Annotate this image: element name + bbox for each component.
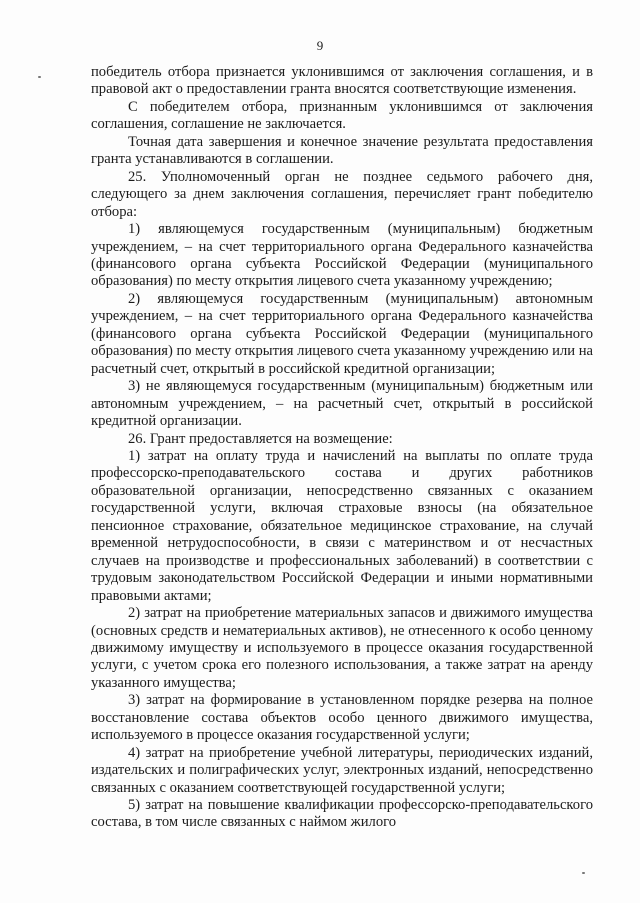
clause-25-item-1: 1) являющемуся государственным (муниципальным) бюджетным учреждением, – на счет территориального органа Федерального казначейства (финансового органа субъекта Российской Федерации (муниципального образования) по месту открытия лицевого счета указанному учреждению; [91, 221, 593, 290]
clause-26-item-5: 5) затрат на повышение квалификации профессорско-преподавательского состава, в том числе связанных с наймом жилого [91, 797, 593, 831]
scan-speck [38, 76, 41, 78]
document-body [91, 64, 593, 832]
clause-26-item-4: 4) затрат на приобретение учебной литературы, периодических изданий, издательских и полиграфических услуг, электронных изданий, непосредственно связанных с оказанием соответствующей государственной услуги; [91, 744, 593, 796]
clause-26-item-1: 1) затрат на оплату труда и начислений на выплаты по оплате труда профессорско-преподавательского состава и других работников образовательной организации, непосредственно связанных с оказанием государственной услуги, включая страховые взносы (на обязательное пенсионное страхование, обязательное медицинское страхование, на случай временной нетрудоспособности, в связи с материнством и от несчастных случаев на производстве и профессиональных заболеваний) в соответствии с трудовым законодательством Российской Федерации и иными нормативными правовыми актами; [91, 447, 593, 604]
paragraph-no-agreement: С победителем отбора, признанным уклонившимся от заключения соглашения, соглашение не заключается. [91, 98, 593, 133]
scan-speck [582, 872, 585, 874]
clause-25-item-2: 2) являющемуся государственным (муниципальным) автономным учреждением, – на счет территориального органа Федерального казначейства (финансового органа субъекта Российской Федерации (муниципального образования) по месту открытия лицевого счета указанному учреждению или на расчетный счет, открытый в российской кредитной организации; [91, 290, 593, 377]
paragraph-continuation: победитель отбора признается уклонившимся от заключения соглашения, и в правовой акт о предоставлении гранта вносятся соответствующие изменения. [91, 64, 593, 98]
clause-25: 25. Уполномоченный орган не позднее седьмого рабочего дня, следующего за днем заключения соглашения, перечисляет грант победителю отбора: [91, 168, 593, 220]
page-number: 9 [316, 38, 324, 53]
clause-25-item-3: 3) не являющемуся государственным (муниципальным) бюджетным или автономным учреждением, – на расчетный счет, открытый в российской кредитной организации. [91, 378, 593, 430]
clause-26-item-2: 2) затрат на приобретение материальных запасов и движимого имущества (основных средств и нематериальных активов), не отнесенного к особо ценному движимому имуществу и используемого в процессе оказания государственной услуги, с учетом срока его полезного использования, а также затрат на аренду указанного имущества; [91, 605, 593, 691]
paragraph-completion-date: Точная дата завершения и конечное значение результата предоставления гранта устанавливаются в соглашении. [91, 133, 593, 168]
clause-26-item-3: 3) затрат на формирование в установленном порядке резерва на полное восстановление состава объектов особо ценного движимого имущества, используемого в процессе оказания государственной услуги; [91, 692, 593, 744]
clause-26: 26. Грант предоставляется на возмещение: [128, 430, 393, 447]
